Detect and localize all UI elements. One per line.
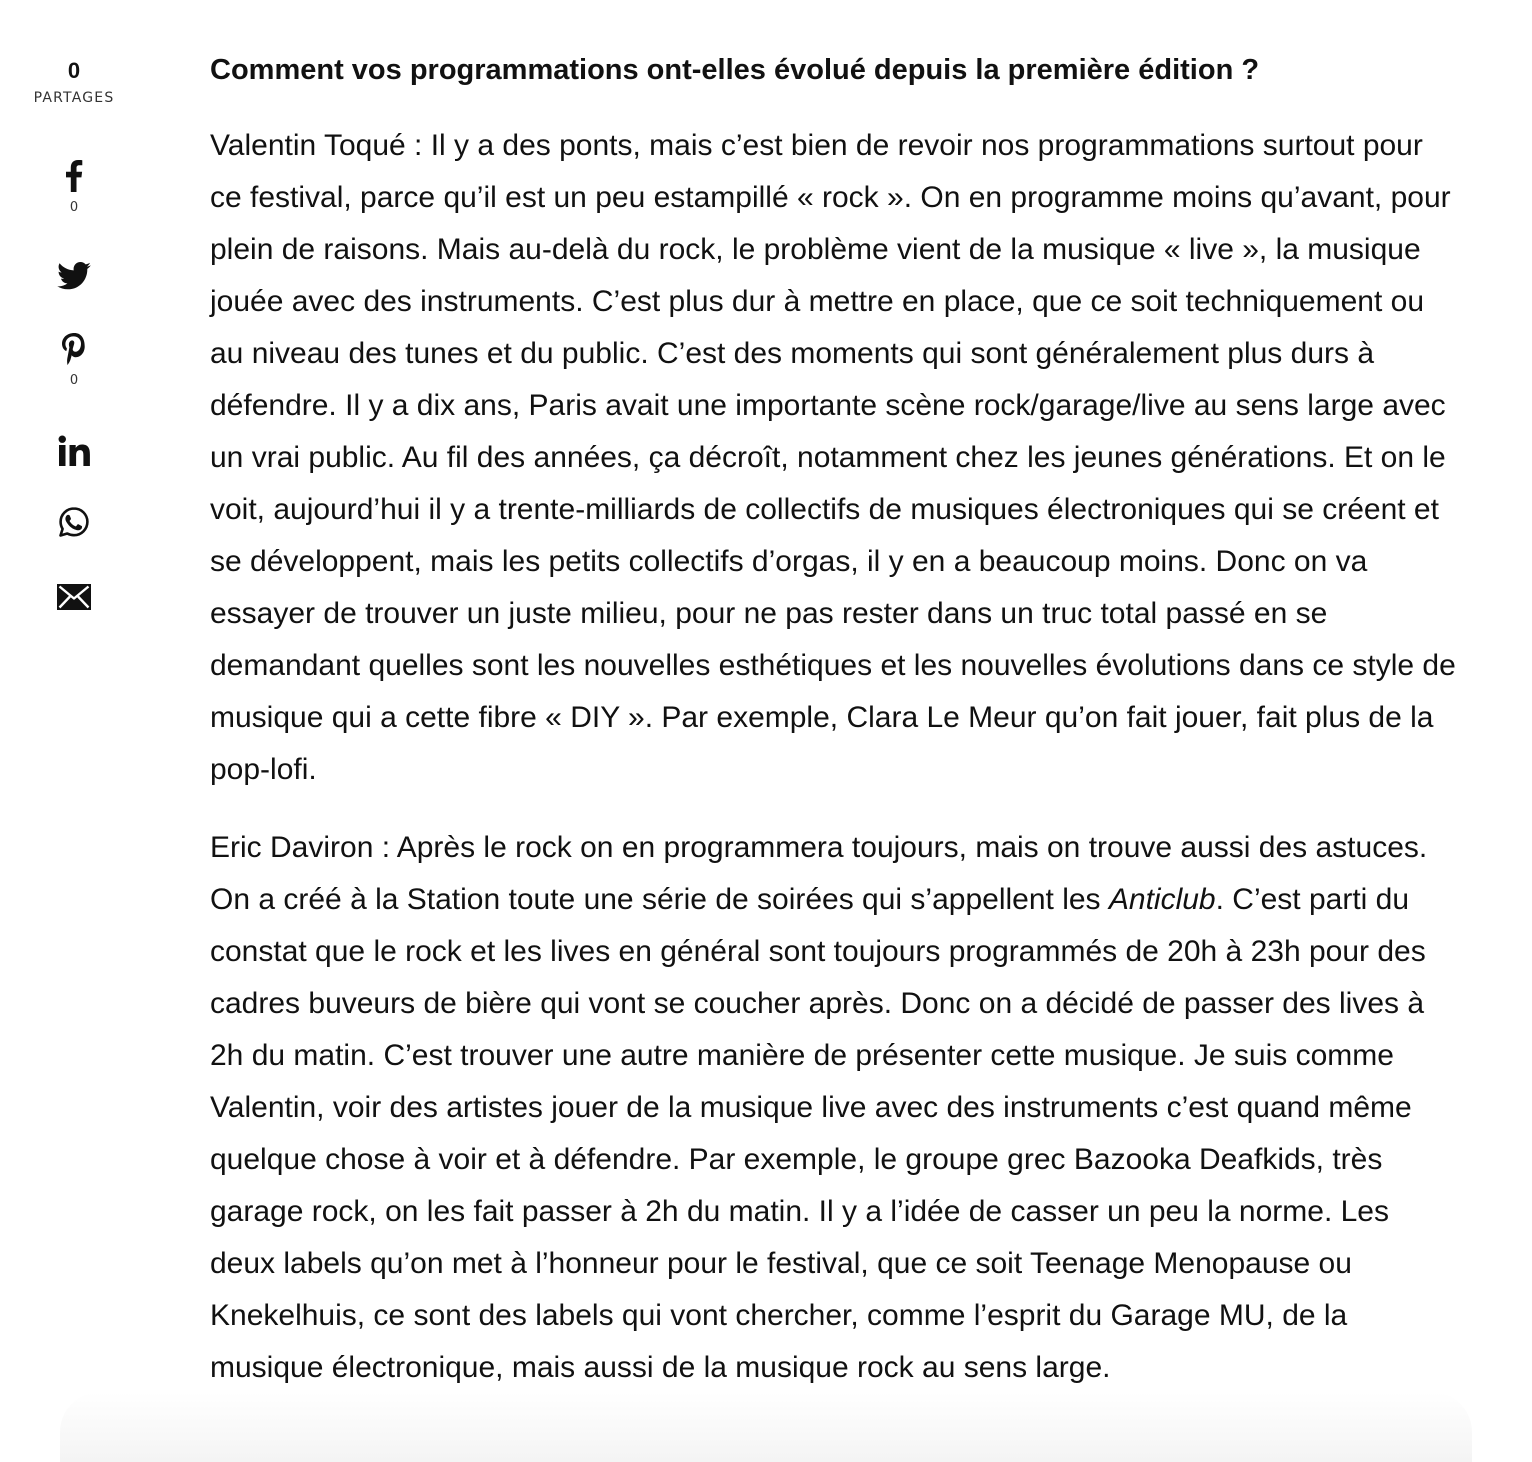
- article-body: [210, 48, 1460, 1420]
- answer-eric-text-start: Eric Daviron : Après le rock on en programmera toujours, mais on trouve aussi des astuces. On a créé à la Station toute une série de soirées qui s’appellent les: [210, 831, 1428, 916]
- share-total: [0, 58, 148, 106]
- share-sidebar: [0, 58, 148, 106]
- answer-valentin: Valentin Toqué : Il y a des ponts, mais c’est bien de revoir nos programmations surtout pour ce festival, parce qu’il est un peu estampillé « rock ». On en programme moins qu’avant, pour plein de raisons. Mais au-delà du rock, le problème vient de la musique « live », la musique jouée avec des instruments. C’est plus dur à mettre en place, que ce soit techniquement ou au niveau des tunes et du public. C’est des moments qui sont généralement plus durs à défendre. Il y a dix ans, Paris avait une importante scène rock/garage/live au sens large avec un vrai public. Au fil des années, ça décroît, notamment chez les jeunes générations. Et on le voit, aujourd’hui il y a trente-milliards de collectifs de musiques électroniques qui se créent et se développent, mais les petits collectifs d’orgas, il y en a beaucoup moins. Donc on va essayer de trouver un juste milieu, pour ne pas rester dans un truc total passé en se demandant quelles sont les nouvelles esthétiques et les nouvelles évolutions dans ce style de musique qui a cette fibre « DIY ». Par exemple, Clara Le Meur qu’on fait jouer, fait plus de la pop-lofi.: [210, 129, 1456, 786]
- whatsapp-icon: [58, 506, 90, 538]
- facebook-share-button[interactable]: [0, 160, 148, 216]
- twitter-icon: [57, 262, 91, 290]
- linkedin-icon: [58, 435, 90, 467]
- facebook-icon: [65, 160, 83, 192]
- twitter-share-button[interactable]: [0, 262, 148, 290]
- interview-question: Comment vos programmations ont-elles évolué depuis la première édition ?: [210, 54, 1260, 86]
- share-total-count: 0: [67, 58, 81, 83]
- email-icon: [57, 584, 91, 610]
- pinterest-share-count: 0: [69, 373, 79, 388]
- pinterest-icon: [62, 333, 86, 365]
- answer-eric: [210, 822, 1460, 1394]
- email-share-button[interactable]: [0, 584, 148, 610]
- facebook-share-count: 0: [69, 200, 79, 215]
- linkedin-share-button[interactable]: [0, 435, 148, 467]
- anticlub-italic: Anticlub: [1108, 883, 1216, 916]
- whatsapp-share-button[interactable]: [0, 506, 148, 538]
- share-total-label: PARTAGES: [33, 90, 115, 106]
- pinterest-share-button[interactable]: [0, 333, 148, 389]
- answer-eric-text-end: . C’est parti du constat que le rock et les lives en général sont toujours programmés de 20h à 23h pour des cadres buveurs de bière qui vont se coucher après. Donc on a décidé de passer des lives à 2h du matin. C’est trouver une autre manière de présenter cette musique. Je suis comme Valentin, voir des artistes jouer de la musique live avec des instruments c’est quand même quelque chose à voir et à défendre. Par exemple, le groupe grec Bazooka Deafkids, très garage rock, on les fait passer à 2h du matin. Il y a l’idée de casser un peu la norme. Les deux labels qu’on met à l’honneur pour le festival, que ce soit Teenage Menopause ou Knekelhuis, ce sont des labels qui vont chercher, comme l’esprit du Garage MU, de la musique électronique, mais aussi de la musique rock au sens large.: [210, 883, 1426, 1384]
